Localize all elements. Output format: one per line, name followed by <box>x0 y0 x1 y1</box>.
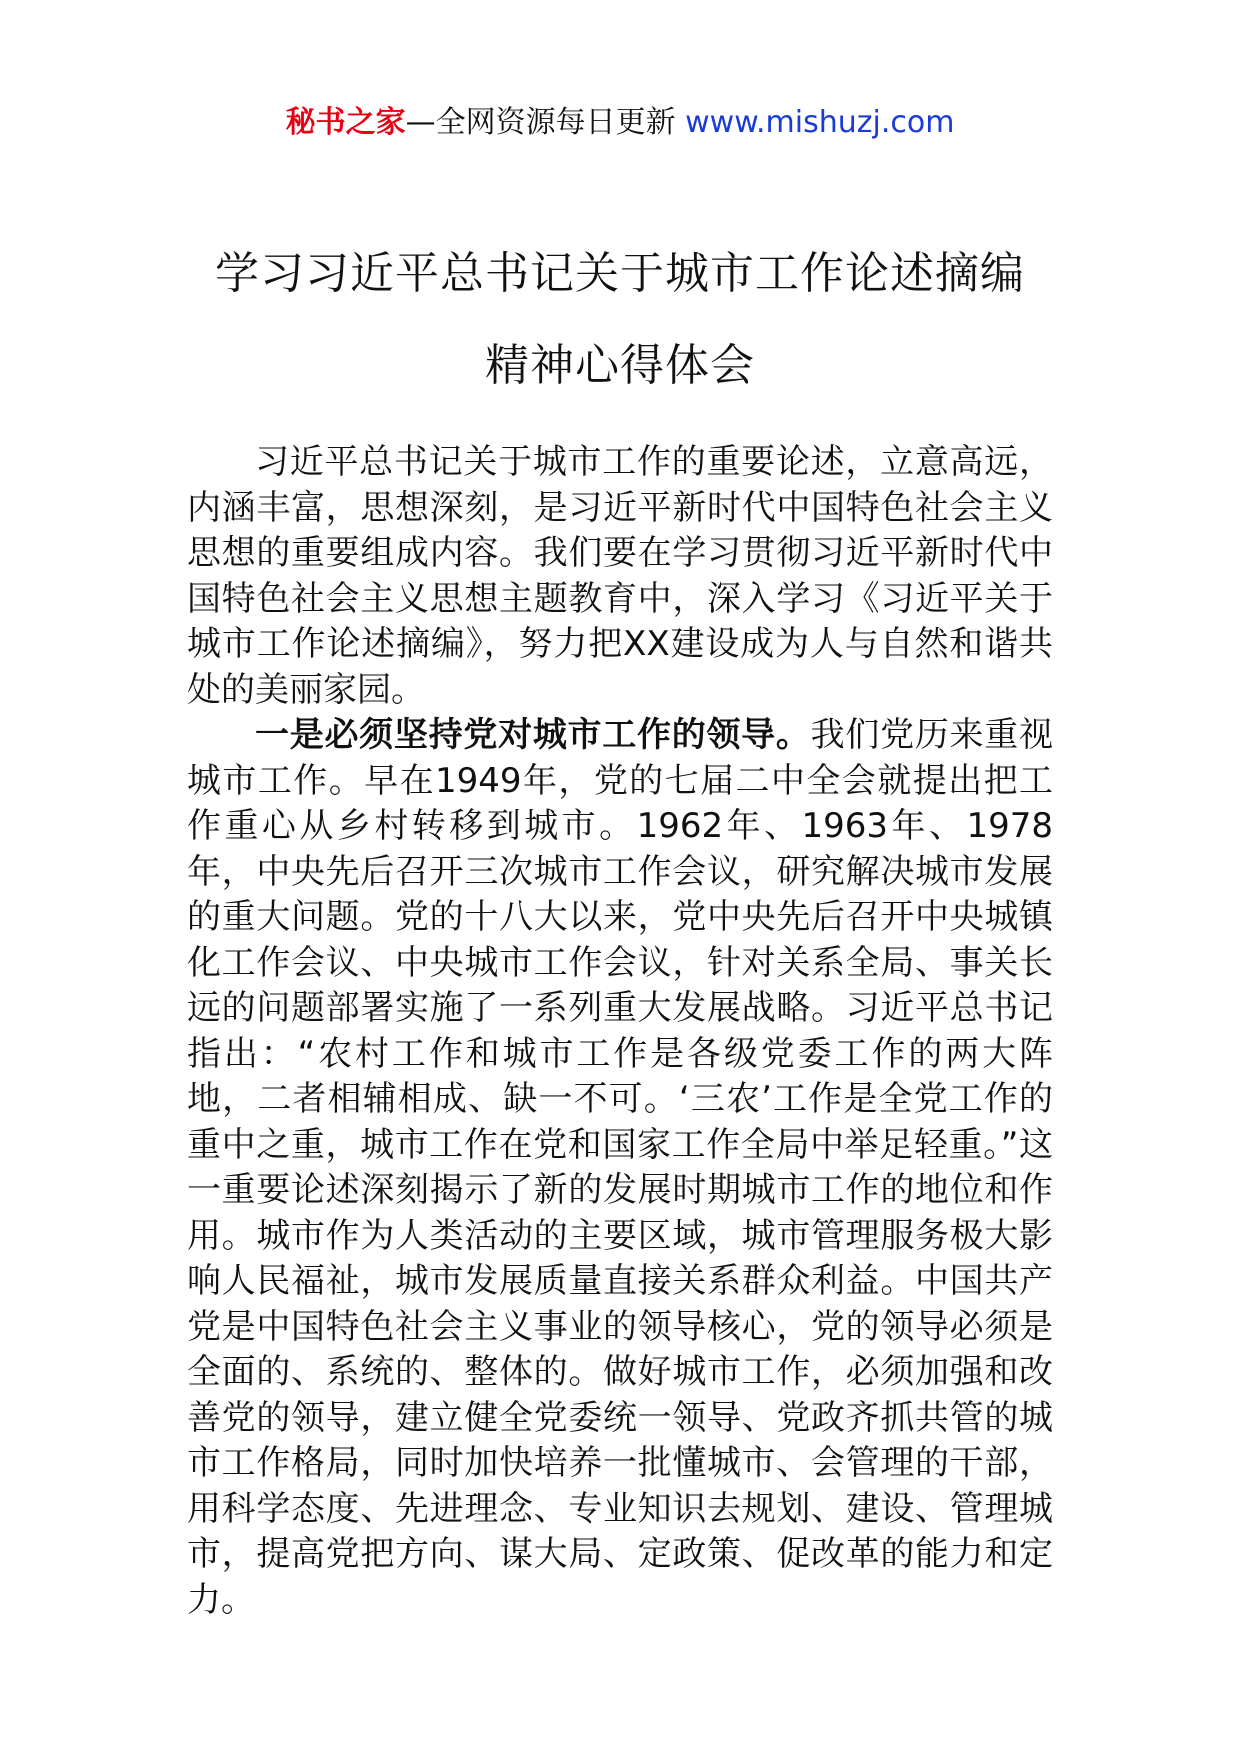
paragraph-text: 我们党历来重视城市工作。早在1949年，党的七届二中全会就提出把工作重心从乡村转移到城市。1962年、1963年、1978年，中央先后召开三次城市工作会议，研究解决城市发展的重大问题。党的十八大以来，党中央先后召开中央城镇化工作会议、中央城市工作会议，针对关系全局、事关长远的问题部署实施了一系列重大发展战略。习近平总书记指出：“农村工作和城市工作是各级党委工作的两大阵地，二者相辅相成、缺一不可。‘三农’工作是全党工作的重中之重，城市工作在党和国家工作全局中举足轻重。”这一重要论述深刻揭示了新的发展时期城市工作的地位和作用。城市作为人类活动的主要区域，城市管理服务极大影响人民福祉，城市发展质量直接关系群众利益。中国共产党是中国特色社会主义事业的领导核心，党的领导必须是全面的、系统的、整体的。做好城市工作，必须加强和改善党的领导，建立健全党委统一领导、党政齐抓共管的城市工作格局，同时加快培养一批懂城市、会管理的干部，用科学态度、先进理念、专业知识去规划、建设、管理城市，提高党把方向、谋大局、定政策、促改革的能力和定力。 <box>187 715 1054 1620</box>
header-tagline: —全网资源每日更新 <box>405 105 686 140</box>
title-line-2: 精神心得体会 <box>485 340 755 391</box>
site-url-link[interactable]: www.mishuzj.com <box>685 105 955 140</box>
site-header <box>0 100 1240 146</box>
title-line-1: 学习习近平总书记关于城市工作论述摘编 <box>215 248 1025 299</box>
brand-name: 秘书之家 <box>285 105 406 140</box>
paragraph <box>187 713 1053 1623</box>
document-body <box>187 440 1053 1623</box>
paragraph <box>187 440 1053 713</box>
paragraph-text: 习近平总书记关于城市工作的重要论述，立意高远，内涵丰富，思想深刻，是习近平新时代中国特色社会主义思想的重要组成内容。我们要在学习贯彻习近平新时代中国特色社会主义思想主题教育中，深入学习《习近平关于城市工作论述摘编》，努力把XX建设成为人与自然和谐共处的美丽家园。 <box>187 442 1053 710</box>
document-title <box>150 228 1090 412</box>
paragraph-lead: 一是必须坚持党对城市工作的领导。 <box>255 715 811 755</box>
